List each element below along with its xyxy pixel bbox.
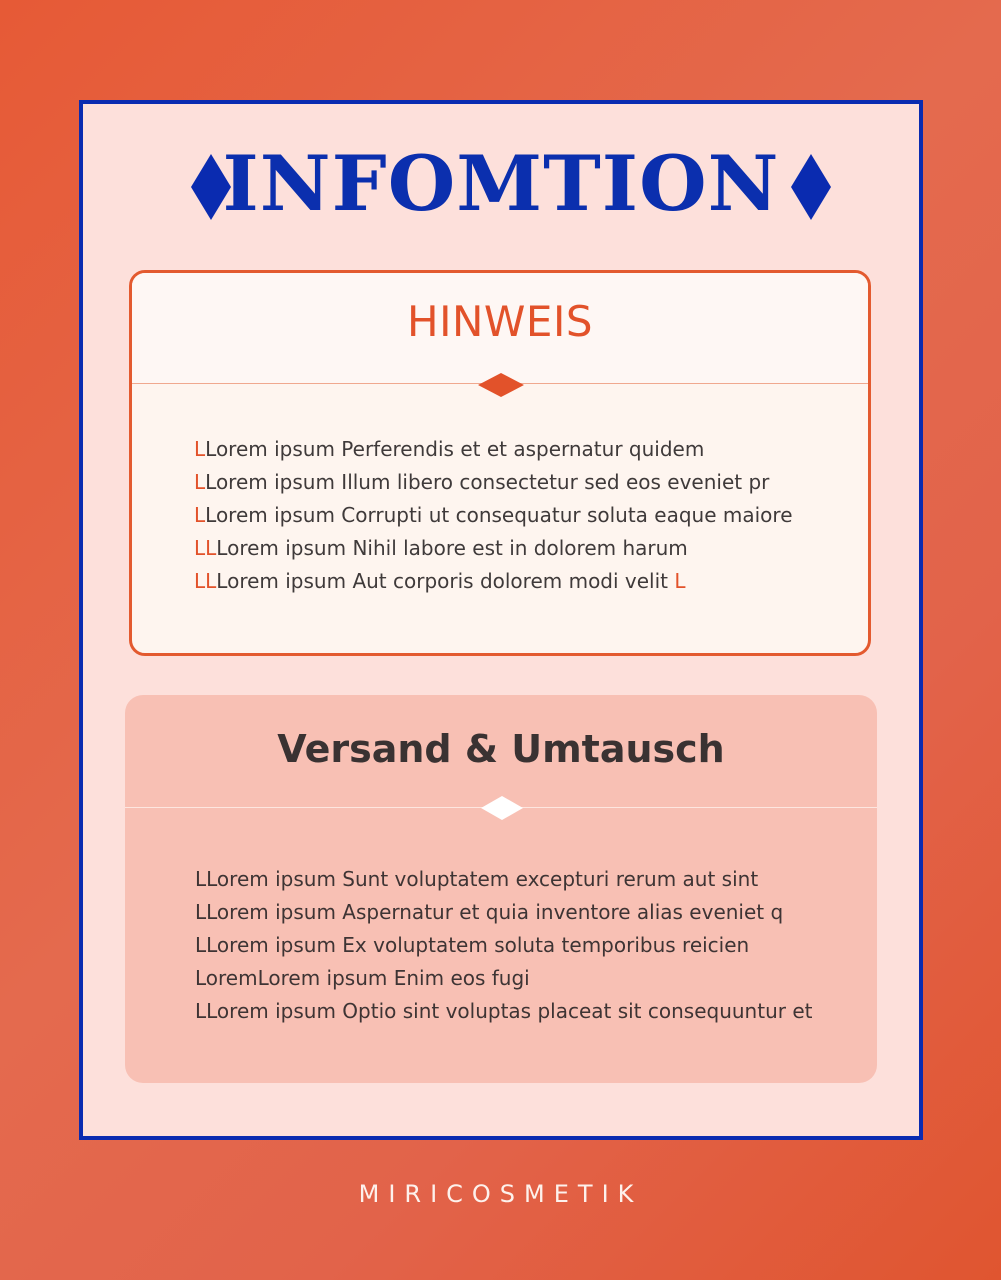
- hinweis-list-item: [194, 433, 793, 466]
- list-item-prefix: L: [194, 437, 206, 461]
- hinweis-list: [194, 433, 793, 598]
- hinweis-list-item: [194, 532, 793, 565]
- hinweis-list-item: [194, 466, 793, 499]
- versand-header: [125, 695, 877, 808]
- list-item-text: Lorem ipsum Nihil labore est in dolorem harum: [216, 536, 688, 560]
- list-item-text: Lorem ipsum Perferendis et et aspernatur quidem: [205, 437, 705, 461]
- versand-list-item: LLorem ipsum Optio sint voluptas placeat sit consequuntur et: [195, 999, 813, 1023]
- hinweis-header: [132, 273, 868, 384]
- hinweis-title: HINWEIS: [407, 297, 593, 346]
- list-item-suffix: L: [674, 569, 686, 593]
- hinweis-list-item: [194, 499, 793, 532]
- versand-list-item: LoremLorem ipsum Enim eos fugi: [195, 966, 530, 990]
- list-item-text: Lorem ipsum Aut corporis dolorem modi velit: [216, 569, 675, 593]
- info-frame: [79, 100, 923, 1140]
- list-item-prefix: L: [194, 503, 206, 527]
- versand-list: [195, 863, 812, 1028]
- diamond-right-icon: [791, 154, 831, 220]
- list-item-text: Lorem ipsum Illum libero consectetur sed eos eveniet pr: [205, 470, 770, 494]
- list-item-prefix: LL: [194, 569, 217, 593]
- diamond-separator-icon: [478, 373, 524, 397]
- hinweis-list-item: [194, 565, 793, 598]
- diamond-separator-icon: [481, 796, 523, 820]
- list-item-prefix: L: [194, 470, 206, 494]
- versand-list-item: LLorem ipsum Sunt voluptatem excepturi rerum aut sint: [195, 867, 759, 891]
- title-row: [83, 134, 919, 234]
- list-item-prefix: LL: [194, 536, 217, 560]
- versand-list-item: LLorem ipsum Aspernatur et quia inventore alias eveniet q: [195, 900, 784, 924]
- list-item-text: Lorem ipsum Corrupti ut consequatur soluta eaque maiore: [205, 503, 793, 527]
- versand-card: [125, 695, 877, 1083]
- page-title: INFOMTION: [222, 139, 780, 228]
- versand-title: Versand & Umtausch: [277, 727, 725, 771]
- versand-list-item: LLorem ipsum Ex voluptatem soluta temporibus reicien: [195, 933, 750, 957]
- brand-name: MIRICOSMETIK: [358, 1180, 643, 1208]
- hinweis-card: [129, 270, 871, 656]
